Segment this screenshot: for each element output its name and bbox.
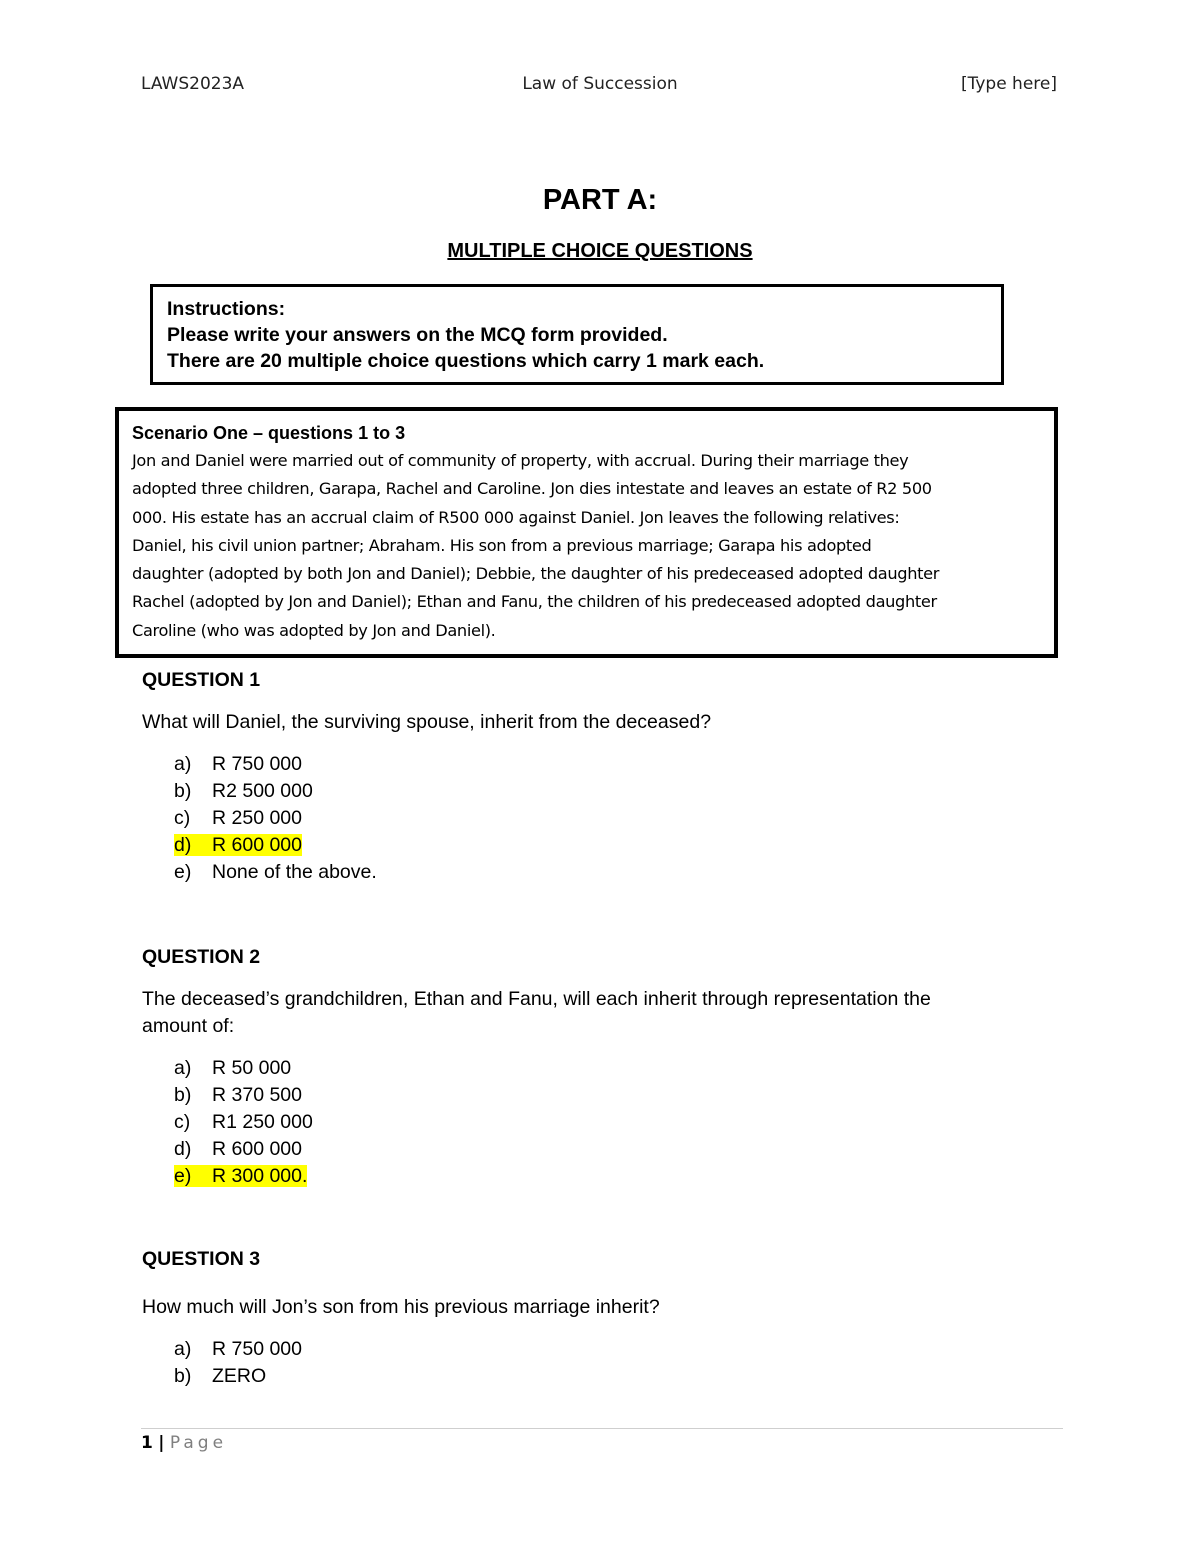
option-item bbox=[174, 805, 377, 832]
question-1-heading: QUESTION 1 bbox=[142, 669, 261, 691]
instructions-line-1: Please write your answers on the MCQ form provided. bbox=[167, 324, 668, 346]
part-subtitle bbox=[0, 240, 1200, 263]
header-course-code: LAWS2023A bbox=[141, 74, 245, 94]
question-1-text: What will Daniel, the surviving spouse, inherit from the deceased? bbox=[142, 711, 712, 733]
instructions-box bbox=[150, 284, 1004, 385]
scenario-line: Rachel (adopted by Jon and Daniel); Ethan and Fanu, the children of his predeceased adopted daughter bbox=[132, 592, 937, 612]
option-letter: a) bbox=[174, 1338, 192, 1360]
footer-separator: | bbox=[158, 1433, 165, 1453]
scenario-box bbox=[115, 407, 1058, 658]
question-3-options bbox=[174, 1336, 302, 1390]
option-text: ZERO bbox=[212, 1365, 267, 1387]
option-letter: e) bbox=[174, 1165, 192, 1187]
instructions-heading: Instructions: bbox=[167, 298, 286, 320]
option-item-highlighted bbox=[174, 832, 377, 859]
option-item bbox=[174, 1082, 313, 1109]
option-text: R2 500 000 bbox=[212, 780, 313, 802]
answer-highlight bbox=[174, 1165, 307, 1187]
option-letter: a) bbox=[174, 753, 192, 775]
page-footer bbox=[141, 1433, 227, 1453]
question-2-heading: QUESTION 2 bbox=[142, 946, 261, 968]
option-item bbox=[174, 1136, 313, 1163]
scenario-body bbox=[132, 447, 1040, 645]
part-title: PART A: bbox=[542, 184, 658, 216]
page-label: Page bbox=[169, 1433, 228, 1453]
option-text: R1 250 000 bbox=[212, 1111, 313, 1133]
option-text: R 600 000 bbox=[212, 1138, 302, 1160]
option-item bbox=[174, 1336, 302, 1363]
scenario-line: Caroline (who was adopted by Jon and Daniel). bbox=[132, 620, 496, 640]
scenario-line: 000. His estate has an accrual claim of R500 000 against Daniel. Jon leaves the following relatives: bbox=[132, 507, 900, 527]
question-3-text: How much will Jon’s son from his previous marriage inherit? bbox=[142, 1296, 660, 1318]
option-item bbox=[174, 778, 377, 805]
option-text: R 600 000 bbox=[212, 834, 302, 856]
option-letter: c) bbox=[174, 807, 191, 829]
instructions-line-2: There are 20 multiple choice questions which carry 1 mark each. bbox=[167, 350, 765, 372]
option-text: R 750 000 bbox=[212, 753, 302, 775]
option-letter: b) bbox=[174, 1084, 192, 1106]
option-letter: d) bbox=[174, 834, 192, 856]
option-text: R 300 000. bbox=[212, 1165, 308, 1187]
option-letter: c) bbox=[174, 1111, 191, 1133]
option-item bbox=[174, 859, 377, 886]
scenario-line: Daniel, his civil union partner; Abraham. His son from a previous marriage; Garapa his adopted bbox=[132, 535, 872, 555]
page-number: 1 bbox=[141, 1433, 153, 1453]
question-3-heading: QUESTION 3 bbox=[142, 1248, 261, 1270]
option-text: R 50 000 bbox=[212, 1057, 292, 1079]
option-text: R 250 000 bbox=[212, 807, 302, 829]
question-2-text-line-2: amount of: bbox=[142, 1015, 235, 1037]
scenario-line: Jon and Daniel were married out of community of property, with accrual. During their marriage they bbox=[132, 451, 909, 470]
option-text: R 750 000 bbox=[212, 1338, 302, 1360]
option-text: None of the above. bbox=[212, 861, 377, 883]
option-item bbox=[174, 1055, 313, 1082]
option-item bbox=[174, 751, 377, 778]
option-letter: b) bbox=[174, 1365, 192, 1387]
question-2-options bbox=[174, 1055, 313, 1190]
question-1-options bbox=[174, 751, 377, 886]
scenario-line: adopted three children, Garapa, Rachel and Caroline. Jon dies intestate and leaves an estate of R2 500 bbox=[132, 479, 932, 499]
scenario-title: Scenario One – questions 1 to 3 bbox=[132, 423, 406, 443]
header-placeholder: [Type here] bbox=[960, 74, 1057, 94]
option-letter: e) bbox=[174, 861, 192, 883]
option-text: R 370 500 bbox=[212, 1084, 302, 1106]
scenario-line: daughter (adopted by both Jon and Daniel); Debbie, the daughter of his predeceased adopted daughter bbox=[132, 564, 940, 584]
option-item-highlighted bbox=[174, 1163, 313, 1190]
question-2-text-line-1: The deceased’s grandchildren, Ethan and Fanu, will each inherit through representation the bbox=[142, 988, 931, 1010]
option-letter: a) bbox=[174, 1057, 192, 1079]
option-letter: d) bbox=[174, 1138, 192, 1160]
part-subtitle-text: MULTIPLE CHOICE QUESTIONS bbox=[447, 240, 753, 262]
header-course-title: Law of Succession bbox=[522, 74, 678, 94]
option-item bbox=[174, 1109, 313, 1136]
footer-divider bbox=[141, 1428, 1063, 1429]
option-item bbox=[174, 1363, 302, 1390]
option-letter: b) bbox=[174, 780, 192, 802]
answer-highlight bbox=[174, 834, 302, 856]
question-2-text bbox=[142, 986, 1042, 1040]
